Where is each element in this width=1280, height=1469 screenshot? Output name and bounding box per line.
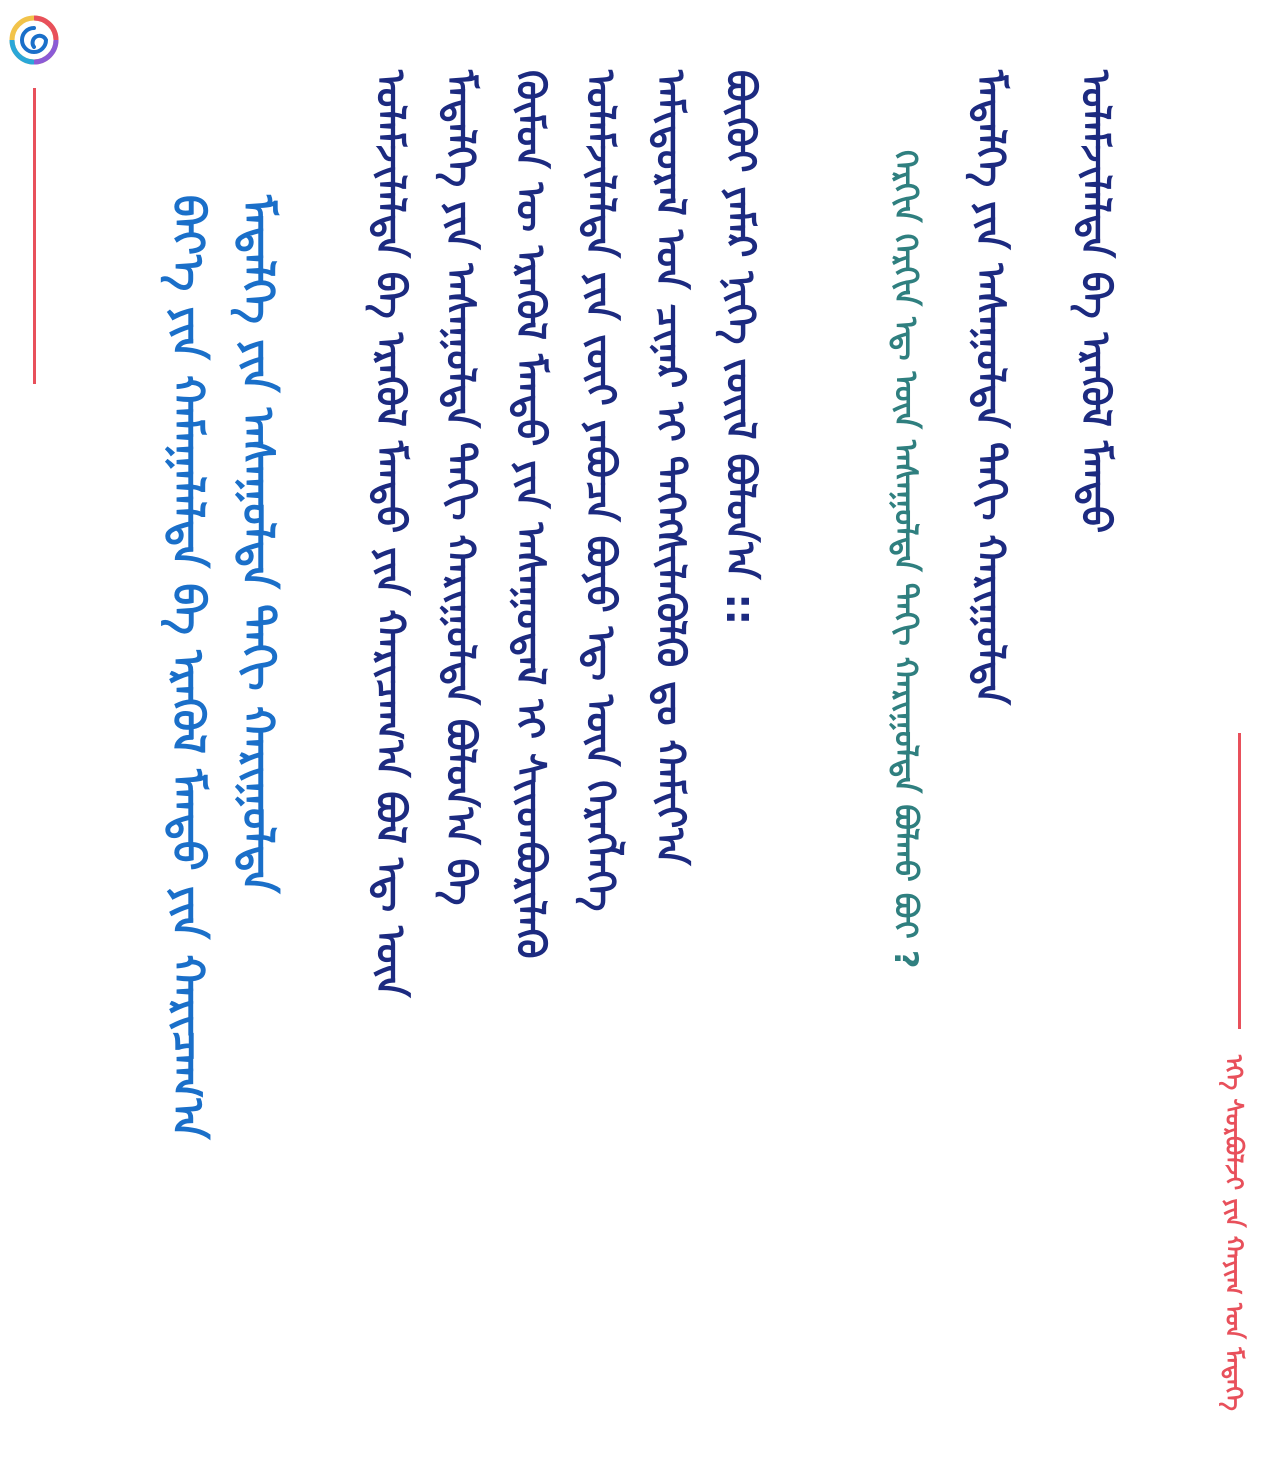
body-line-5: ᠠᠮᠢᠳᠤᠷᠠᠯ ᠤᠨ ᠴᠢᠨᠠᠷ ᠢ ᠳᠡᠭᠡᠭᠰᠢᠯᠡᠭᠦᠯᠬᠦ ᠳᠤ ᠬᠠᠮᠢᠶ᠎ᠠ bbox=[647, 70, 693, 866]
body-line-2: ᠮᠡᠳᠡᠯᠭᠡ ᠶᠢᠨ ᠠᠰᠠᠭᠤᠯᠲᠠ ᠳᠠᠬᠢ ᠬᠠᠷᠢᠭᠤᠯᠲᠠ ᠪᠣᠯᠤᠨ᠎ᠠ ᠪᠠ bbox=[437, 70, 483, 906]
left-accent-rule bbox=[33, 88, 36, 384]
title-line-1: ᠪᠡᠶ᠎ᠡ ᠶᠢᠨ ᠬᠠᠮᠠᠭᠠᠯᠠᠯᠲᠠ ᠪᠠ ᠡᠷᠡᠭᠦᠯ ᠮᠡᠨᠳᠦ ᠶᠢᠨ ᠬᠠᠷᠢᠴᠠᠭ᠎ᠠ bbox=[162, 195, 213, 1140]
body-line-7: ᠮᠡᠳᠡᠯᠭᠡ ᠶᠢᠨ ᠠᠰᠠᠭᠤᠯᠲᠠ ᠳᠠᠬᠢ ᠬᠠᠷᠢᠭᠤᠯᠲᠠ bbox=[967, 70, 1013, 705]
title-line-2: ᠮᠡᠳᠡᠯᠭᠡ ᠶᠢᠨ ᠠᠰᠠᠭᠤᠯᠲᠠ ᠳᠠᠬᠢ ᠬᠠᠷᠢᠭᠤᠯᠲᠠ bbox=[232, 195, 283, 894]
body-line-1: ᠤᠯᠠᠮᠵᠢᠯᠠᠯᠲᠠ ᠪᠠ ᠡᠷᠡᠭᠦᠯ ᠮᠡᠨᠳᠦ ᠶᠢᠨ ᠬᠠᠷᠢᠴᠠᠭ᠎ᠠ ᠪᠤᠯ ᠡᠳ᠋ ᠦᠨ bbox=[367, 70, 413, 998]
body-line-6: ᠪᠦᠬᠦᠢ ᠶᠠᠮᠠᠷ ᠨᠢᠭᠡ ᠵᠦᠢᠯ ᠪᠣᠯᠤᠨ᠎ᠠ :: bbox=[717, 70, 763, 626]
body-line-3: ᠬᠦᠮᠦᠨ ᠦ ᠡᠷᠡᠭᠦᠯ ᠮᠡᠨᠳᠦ ᠶᠢᠨ ᠠᠰᠠᠭᠤᠳᠠᠯ ᠢ ᠰᠢᠢᠳᠪᠦᠷᠢᠯᠡᠬᠦ bbox=[507, 70, 553, 959]
body-line-8: ᠤᠯᠠᠮᠵᠢᠯᠠᠯᠲᠠ ᠪᠠ ᠡᠷᠡᠭᠦᠯ ᠮᠡᠨᠳᠦ bbox=[1072, 70, 1118, 534]
right-accent-rule bbox=[1238, 733, 1241, 1029]
spiral-logo-icon bbox=[6, 12, 62, 68]
question-line: ᠬᠡᠷᠬᠢᠨ ᠬᠡᠷᠬᠢᠨ ᠡᠳ᠋ ᠦᠨ ᠠᠰᠠᠭᠤᠯᠲᠠ ᠳᠠᠬᠢ ᠬᠠᠷᠢᠭᠤᠯᠲᠠ ᠪᠣᠯᠬᠤ ᠪᠤᠢ ? bbox=[887, 150, 925, 969]
body-line-4: ᠤᠯᠠᠮᠵᠢᠯᠠᠯᠲᠠ ᠶᠢᠨ ᠵᠦᠢ ᠶᠠᠪᠤᠴᠠ ᠪᠤᠶᠤ ᠡᠳ᠋ ᠦᠨ ᠬᠡᠷᠡᠭᠯᠡᠭᠡ bbox=[577, 70, 623, 912]
source-caption: ᠡᠬᠡ ᠰᠤᠷᠪᠤᠯᠵᠢ ᠶᠢᠨ ᠬᠠᠶᠢᠭ ᠤᠨ ᠮᠡᠳᠡᠭᠡ bbox=[1220, 1055, 1248, 1411]
